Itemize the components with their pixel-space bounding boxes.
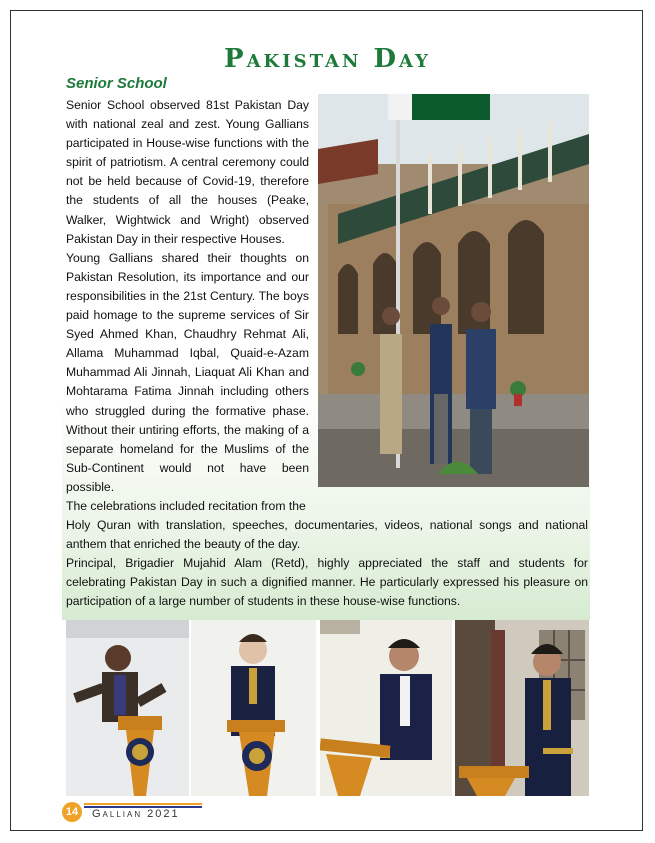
page-title: Pakistan Day (224, 44, 431, 74)
footer-orange-rule (84, 803, 202, 805)
publication-name: Gallian 2021 (92, 808, 180, 820)
paragraph-2: Young Gallians shared their thoughts on Pakistan Resolution, its importance and our responsibilities in the 21st Century. The boys paid homage to the supreme services of Sir Syed Ahmed Khan, Chaudhry Rehmat Ali, Allama Muhammad Iqbal, Quaid-e-Azam Muhammad Ali Jinnah, Liaquat Ali Khan and Mohtarama Fatima Jinnah including others who struggled during the formative phase. Without their untiring efforts, the making of a separate homeland for the Muslims of the Sub-Continent would not have been possible. (66, 250, 309, 494)
speaker-photo-3 (320, 620, 452, 796)
student-at-podium-illustration (191, 620, 316, 796)
page-number-badge: 14 (62, 802, 82, 822)
paragraph-3-continued: Holy Quran with translation, speeches, documentaries, videos, national songs and national anthem that enriched the beauty of the day. (66, 518, 588, 552)
flag-hoisting-illustration (318, 94, 589, 487)
paragraph-1: Senior School observed 81st Pakistan Day with national zeal and zest. Young Gallians participated in House-wise functions with the spirit of patriotism. A central ceremony could not be held because of Covid-19, therefore the students of all the houses (Peake, Walker, Wightwick and Wright) observed Pakistan Day in their respective Houses. (66, 98, 309, 246)
paragraph-3-start: The celebrations included recitation from the (66, 498, 306, 513)
speaker-photo-4 (455, 620, 589, 796)
speaker-photo-2 (191, 620, 316, 796)
section-heading: Senior School (66, 75, 167, 92)
paragraph-4: Principal, Brigadier Mujahid Alam (Retd), highly appreciated the staff and students for celebrating Pakistan Day in such a dignified manner. He particularly expressed his pleasure on participation of a large number of students in these house-wise functions. (66, 556, 588, 609)
student-prefect-illustration (455, 620, 589, 796)
teacher-at-podium-illustration (66, 620, 189, 796)
speaker-photo-1 (66, 620, 189, 796)
student-reading-illustration (320, 620, 452, 796)
flag-hoisting-photo (318, 94, 589, 487)
